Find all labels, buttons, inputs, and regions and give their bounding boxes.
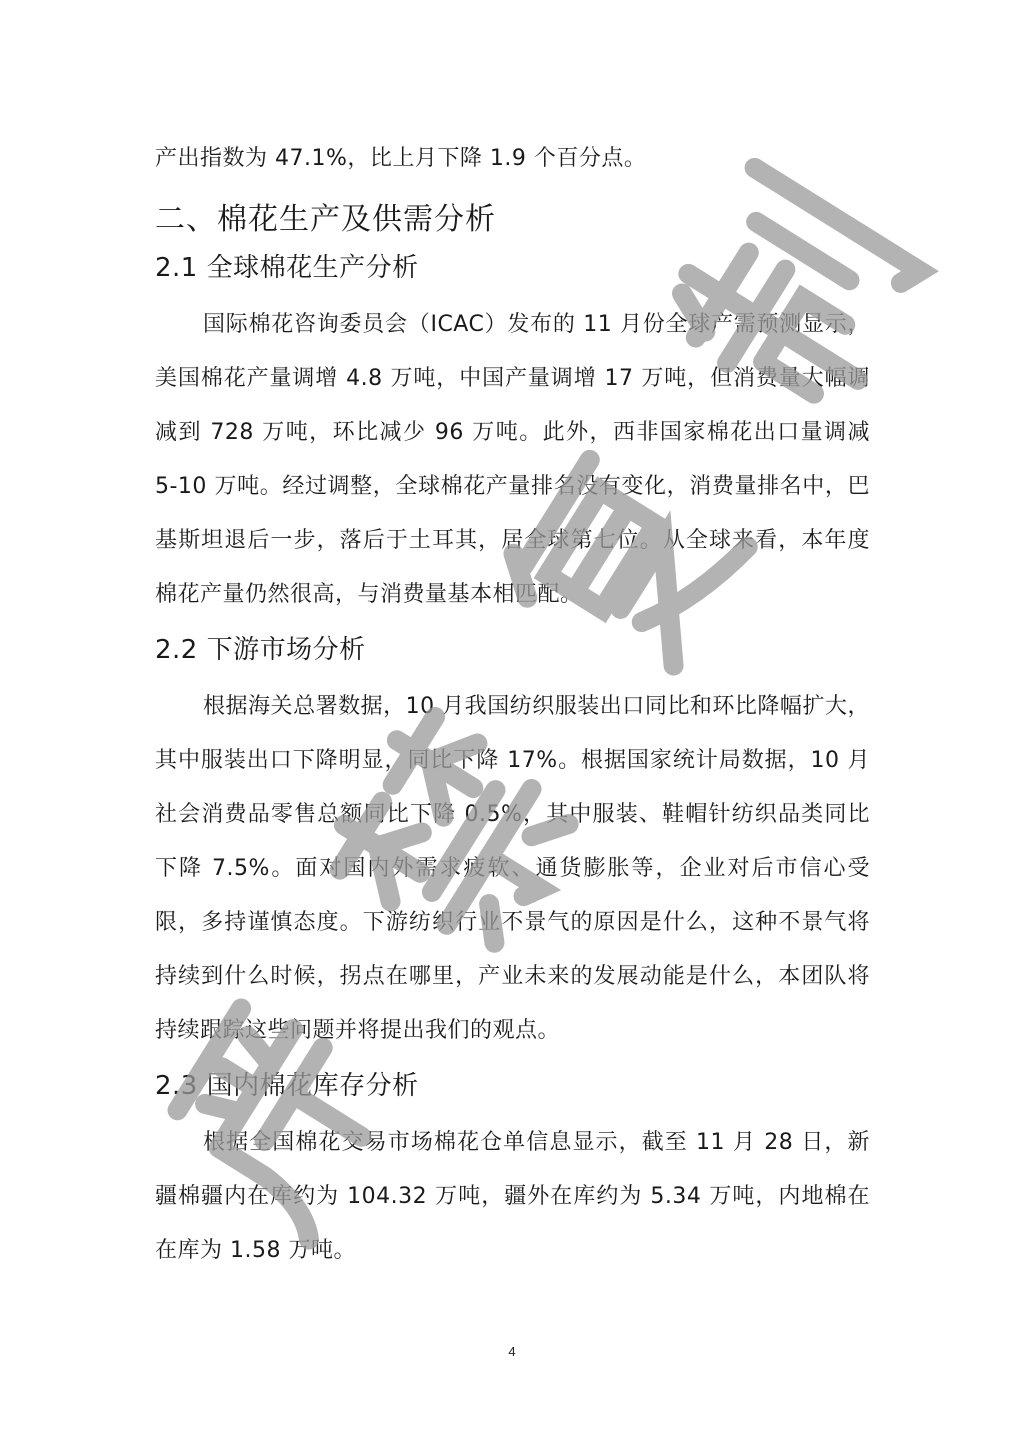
- section-title: 二、棉花生产及供需分析: [155, 202, 496, 237]
- subsection-heading-2-1: 2.1 全球棉花生产分析: [155, 253, 419, 283]
- page-content: [155, 132, 870, 1278]
- subsection-heading-2-2: 2.2 下游市场分析: [155, 635, 366, 665]
- subsection-heading-2-3: 2.3 国内棉花库存分析: [155, 1071, 419, 1101]
- page-number: 4: [508, 1344, 516, 1359]
- intro-paragraph: 产出指数为 47.1%，比上月下降 1.9 个百分点。: [155, 146, 647, 171]
- subsection-body-2-1: 国际棉花咨询委员会（ICAC）发布的 11 月份全球产需预测显示，美国棉花产量调增 4.8 万吨，中国产量调增 17 万吨，但消费量大幅调减到 728 万吨，环比减少 96 万吨。此外，西非国家棉花出口量调减 5-10 万吨。经过调整，全球棉花产量排名没有变化，消费量排名中，巴基斯坦退后一步，落后于土耳其，居全球第七位。从全球来看，本年度棉花产量仍然很高，与消费量基本相匹配。: [155, 312, 870, 607]
- subsection-body-2-2: 根据海关总署数据，10 月我国纺织服装出口同比和环比降幅扩大，其中服装出口下降明显，同比下降 17%。根据国家统计局数据，10 月社会消费品零售总额同比下降 0.5%，其中服装、鞋帽针纺织品类同比下降 7.5%。面对国内外需求疲软、通货膨胀等，企业对后市信心受限，多持谨慎态度。下游纺织行业不景气的原因是什么，这种不景气将持续到什么时候，拐点在哪里，产业未来的发展动能是什么，本团队将持续跟踪这些问题并将提出我们的观点。: [155, 694, 870, 1043]
- subsection-body-2-3: 根据全国棉花交易市场棉花仓单信息显示，截至 11 月 28 日，新疆棉疆内在库约为 104.32 万吨，疆外在库约为 5.34 万吨，内地棉在在库为 1.58 万吨。: [155, 1130, 870, 1263]
